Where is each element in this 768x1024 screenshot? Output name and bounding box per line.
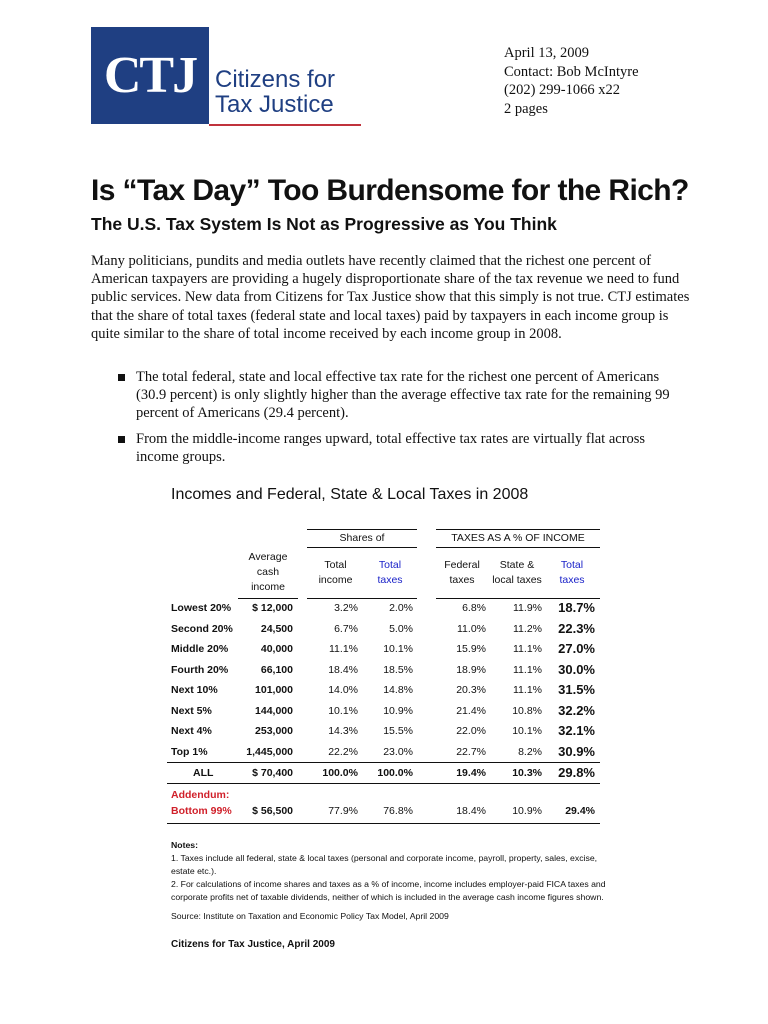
cell-federal: 6.8% <box>462 602 486 614</box>
header-line: Average <box>248 551 288 563</box>
cell-income-share: 77.9% <box>328 805 358 817</box>
logo-name-line2: Tax Justice <box>215 91 334 118</box>
cell-total-rate: 32.1% <box>558 723 595 738</box>
cell-total-rate: 30.9% <box>558 744 595 759</box>
cell-avg-income: $ 70,400 <box>252 767 293 779</box>
cell-tax-share: 5.0% <box>389 623 413 635</box>
addendum-sublabel: Bottom 99% <box>171 805 232 817</box>
cell-federal: 22.7% <box>456 746 486 758</box>
cell-avg-income: $ 56,500 <box>252 805 293 817</box>
contact-phone: (202) 299-1066 x22 <box>504 82 620 98</box>
cell-income-share: 10.1% <box>328 705 358 717</box>
cell-income-share: 14.0% <box>328 684 358 696</box>
logo-name <box>215 67 365 117</box>
cell-avg-income: 101,000 <box>255 684 293 696</box>
source-line: Source: Institute on Taxation and Economic Policy Tax Model, April 2009 <box>171 911 449 921</box>
cell-total-rate: 29.8% <box>558 765 595 780</box>
cell-income-share: 18.4% <box>328 664 358 676</box>
row-label: Next 4% <box>171 725 212 737</box>
cell-state-local: 10.9% <box>512 805 542 817</box>
cell-tax-share: 10.1% <box>383 643 413 655</box>
notes-heading: Notes: <box>171 840 199 850</box>
cell-federal: 11.0% <box>457 623 486 635</box>
cell-income-share: 14.3% <box>328 725 358 737</box>
release-date: April 13, 2009 <box>504 45 589 61</box>
addendum-label: Addendum: <box>171 789 230 801</box>
cell-federal: 20.3% <box>456 684 486 696</box>
cell-total-rate: 27.0% <box>558 641 595 656</box>
logo-underline <box>209 124 361 126</box>
row-label: Middle 20% <box>171 643 229 655</box>
cell-state-local: 10.3% <box>512 767 542 779</box>
cell-state-local: 11.2% <box>513 623 542 635</box>
cell-state-local: 11.1% <box>513 664 542 676</box>
header-line: Federal <box>444 559 480 571</box>
cell-income-share: 11.1% <box>329 643 358 655</box>
logo-acronym: CTJ <box>91 27 209 124</box>
row-label: ALL <box>193 767 214 779</box>
cell-total-rate: 29.4% <box>565 805 595 817</box>
page-count: 2 pages <box>504 100 548 117</box>
cell-avg-income: 253,000 <box>255 725 293 737</box>
header-avg-income <box>238 550 298 595</box>
header-total-taxes-share <box>364 558 416 588</box>
cell-tax-share: 2.0% <box>389 602 413 614</box>
shares-group-label: Shares of <box>339 532 385 544</box>
cell-income-share: 100.0% <box>322 767 358 779</box>
header-total-income <box>308 558 363 588</box>
header-line: taxes <box>377 574 403 586</box>
cell-avg-income: 24,500 <box>260 623 293 635</box>
cell-tax-share: 10.9% <box>383 705 413 717</box>
row-label: Fourth 20% <box>171 664 229 676</box>
cell-state-local: 10.8% <box>512 705 542 717</box>
header-federal <box>436 558 488 588</box>
cell-state-local: 11.9% <box>513 602 542 614</box>
header-line: income <box>318 574 353 586</box>
rates-group-label: TAXES AS A % OF INCOME <box>451 532 585 544</box>
header-line: cash <box>256 566 280 578</box>
cell-state-local: 10.1% <box>512 725 542 737</box>
bullet-list <box>91 368 691 473</box>
cell-income-share: 6.7% <box>334 623 358 635</box>
cell-tax-share: 14.8% <box>383 684 413 696</box>
note-2: 2. For calculations of income shares and taxes as a % of income, income includes employer-paid FICA taxes and corporate profits net of taxable dividends, neither of which is included in the average cash income figures shown. <box>171 879 606 902</box>
credit-line: Citizens for Tax Justice, April 2009 <box>171 939 335 950</box>
bullet-item <box>91 430 691 466</box>
cell-federal: 22.0% <box>456 725 486 737</box>
ctj-logo <box>91 27 361 130</box>
cell-tax-share: 76.8% <box>383 805 413 817</box>
header-line: Total <box>324 559 347 571</box>
cell-avg-income: 1,445,000 <box>246 746 293 758</box>
cell-federal: 19.4% <box>456 767 486 779</box>
table-bottom-rule <box>167 823 600 824</box>
row-label: Next 5% <box>171 705 212 717</box>
avg-income-rule <box>238 598 298 599</box>
page-subtitle: The U.S. Tax System Is Not as Progressive as You Think <box>91 214 557 234</box>
row-label: Second 20% <box>171 623 233 635</box>
header-state-local <box>488 558 546 588</box>
row-label: Next 10% <box>171 684 218 696</box>
cell-income-share: 3.2% <box>334 602 358 614</box>
contact-block <box>504 44 639 118</box>
header-line: Total <box>560 559 584 571</box>
rates-rule-bottom <box>436 547 600 548</box>
contact-person: Contact: Bob McIntyre <box>504 63 639 80</box>
row-label: Top 1% <box>171 746 208 758</box>
header-line: taxes <box>449 574 475 586</box>
bullet-item <box>91 368 691 423</box>
header-line: State & <box>499 559 535 571</box>
bullet-square-icon <box>118 436 125 443</box>
cell-tax-share: 23.0% <box>383 746 413 758</box>
cell-tax-share: 18.5% <box>383 664 413 676</box>
shares-rule-top <box>307 529 417 530</box>
header-line: Total <box>378 559 402 571</box>
table-title: Incomes and Federal, State & Local Taxes in 2008 <box>171 486 529 503</box>
header-line: taxes <box>559 574 585 586</box>
header-line: income <box>251 581 285 593</box>
cell-federal: 21.4% <box>456 705 486 717</box>
cell-state-local: 8.2% <box>518 746 542 758</box>
cell-total-rate: 18.7% <box>558 600 595 615</box>
cell-total-rate: 22.3% <box>558 621 595 636</box>
bullet-text: From the middle-income ranges upward, total effective tax rates are virtually flat across income groups. <box>136 430 646 465</box>
cell-state-local: 11.1% <box>513 684 542 696</box>
cell-tax-share: 100.0% <box>377 767 413 779</box>
cell-total-rate: 31.5% <box>558 682 595 697</box>
cell-state-local: 11.1% <box>513 643 542 655</box>
rates-header-rule <box>436 598 600 599</box>
cell-avg-income: 66,100 <box>260 664 293 676</box>
cell-federal: 18.4% <box>456 805 486 817</box>
rates-rule-top <box>436 529 600 530</box>
cell-avg-income: $ 12,000 <box>252 602 293 614</box>
row-label: Lowest 20% <box>171 602 232 614</box>
shares-rule-bottom <box>307 547 417 548</box>
all-row-rule-top <box>167 762 600 763</box>
cell-total-rate: 30.0% <box>558 662 595 677</box>
intro-paragraph: Many politicians, pundits and media outlets have recently claimed that the richest one percent of American taxpayers are providing a hugely disproportionate share of the tax revenue we need to fund public services. New data from Citizens for Tax Justice show that this simply is not true. CTJ estimates that the share of total taxes (federal state and local taxes) paid by taxpayers in each income group is quite similar to the share of total income received by each income group in 2008. <box>91 253 690 342</box>
header-total-taxes-rate <box>548 558 596 588</box>
note-1: 1. Taxes include all federal, state & local taxes (personal and corporate income, payroll, property, sales, excise, estate etc.). <box>171 853 598 876</box>
cell-federal: 18.9% <box>456 664 486 676</box>
notes-block <box>171 839 611 904</box>
logo-name-line1: Citizens for <box>215 66 336 93</box>
cell-federal: 15.9% <box>456 643 486 655</box>
cell-avg-income: 40,000 <box>260 643 293 655</box>
bullet-square-icon <box>118 374 125 381</box>
page-title: Is “Tax Day” Too Burdensome for the Rich? <box>91 174 689 207</box>
header-line: local taxes <box>492 574 542 586</box>
cell-avg-income: 144,000 <box>255 705 293 717</box>
cell-total-rate: 32.2% <box>558 703 595 718</box>
shares-header-rule <box>307 598 417 599</box>
cell-tax-share: 15.5% <box>383 725 413 737</box>
all-row-rule-bottom <box>167 783 600 784</box>
bullet-text: The total federal, state and local effective tax rate for the richest one percent of Americans (30.9 percent) is only slightly higher than the average effective tax rate for the remaining 99 percent of Americans (29.4 percent). <box>136 369 670 422</box>
cell-income-share: 22.2% <box>328 746 358 758</box>
